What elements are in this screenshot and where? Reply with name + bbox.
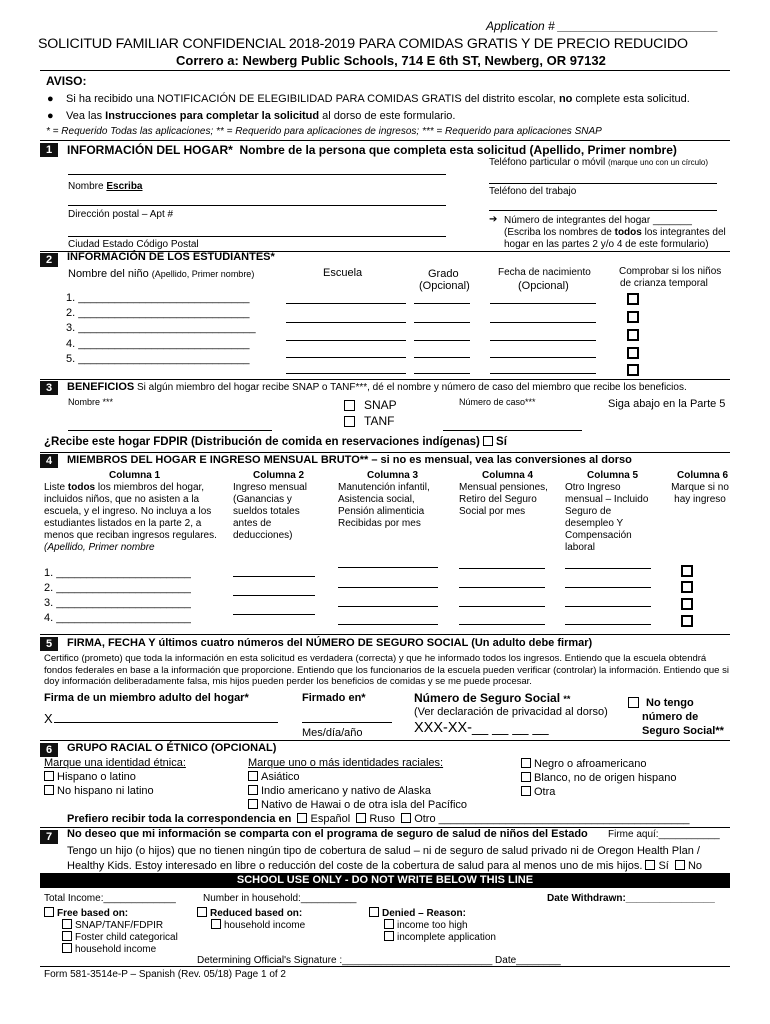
- column-6-text: Marque si no hay ingreso: [671, 482, 729, 505]
- other-race-option[interactable]: Otra: [521, 786, 555, 798]
- income-field[interactable]: [233, 595, 315, 596]
- no-ssn-label: No tengo: [646, 697, 694, 709]
- benefits-name-field[interactable]: [68, 430, 272, 431]
- checkbox[interactable]: [62, 931, 72, 941]
- fdpir-question: ¿Recibe este hogar FDPIR (Distribución de comida en reservaciones indígenas) Sí: [44, 436, 507, 448]
- divider: [40, 452, 730, 453]
- total-income-field[interactable]: Total Income:_____________: [44, 893, 176, 904]
- no-income-checkbox[interactable]: [681, 598, 693, 610]
- household-members-label: Número de integrantes del hogar _______: [504, 215, 692, 226]
- dob-field[interactable]: [490, 322, 596, 323]
- column-1-text: Liste todos los miembros del hogar, incluidos niños, que no asisten a la escuela, y el ingreso. No incluya a los estudiantes listados en la parte 2, a menos que reciban ingresos regulares. (Apellido, Primer nombre: [44, 482, 217, 553]
- hawaiian-option[interactable]: Nativo de Hawai o de otra isla del Pacífico: [248, 799, 467, 811]
- benefits-name-label: Nombre ***: [68, 397, 114, 407]
- city-field[interactable]: [68, 236, 446, 237]
- checkbox[interactable]: [369, 907, 379, 917]
- student-row[interactable]: 2. ____________________________: [66, 307, 250, 319]
- other-language-checkbox[interactable]: [401, 813, 411, 823]
- health-coverage-text: Tengo un hijo (o hijos) que no tienen ningún tipo de cobertura de salud – ni de seguro de salud privado ni de Oregon Health Plan /: [67, 845, 700, 857]
- checkbox[interactable]: [521, 758, 531, 768]
- foster-option[interactable]: Foster child categorical: [62, 931, 178, 943]
- language-preference: Prefiero recibir toda la correspondencia en Español Ruso Otro _________________________________________: [67, 813, 690, 825]
- yes-checkbox[interactable]: [645, 860, 655, 870]
- grade-field[interactable]: [414, 357, 470, 358]
- no-income-checkbox[interactable]: [681, 581, 693, 593]
- form-title: SOLICITUD FAMILIAR CONFIDENCIAL 2018-2019 PARA COMIDAS GRATIS Y DE PRECIO REDUCIDO: [38, 36, 688, 52]
- section-6-title: GRUPO RACIAL O ÉTNICO (OPCIONAL): [67, 742, 277, 754]
- divider: [40, 70, 730, 71]
- school-field[interactable]: [286, 303, 406, 304]
- income-field[interactable]: [233, 614, 315, 615]
- column-3-text: Manutención infantil, Asistencia social, Pensión alimenticia Recibidas por mes: [338, 482, 430, 529]
- section-3-title: BENEFICIOS Si algún miembro del hogar recibe SNAP o TANF***, dé el nombre y número de caso del miembro que recibe los beneficios.: [67, 381, 687, 393]
- divider: [40, 634, 730, 635]
- aviso-bullet-2: Vea las Instrucciones para completar la solicitud al dorso de este formulario.: [66, 110, 456, 122]
- checkbox[interactable]: [248, 799, 258, 809]
- school-field[interactable]: [286, 340, 406, 341]
- snap-label: SNAP: [364, 398, 397, 412]
- go-to-part-5: Siga abajo en la Parte 5: [608, 398, 726, 410]
- student-row[interactable]: 3. _____________________________: [66, 322, 256, 334]
- section-number-1: 1: [40, 143, 58, 157]
- signed-date-label: Firmado en*: [302, 692, 366, 704]
- work-phone-label: Teléfono del trabajo: [489, 186, 577, 197]
- signature-field[interactable]: [54, 722, 278, 723]
- dob-field[interactable]: [490, 340, 596, 341]
- household-members-note: (Escriba los nombres de todos los integrantes del: [504, 227, 726, 238]
- child-name-header: Nombre del niño (Apellido, Primer nombre): [68, 268, 255, 280]
- signature-label: Firma de un miembro adulto del hogar*: [44, 692, 249, 704]
- checkbox[interactable]: [44, 771, 54, 781]
- section-number-4: 4: [40, 454, 58, 468]
- grade-field[interactable]: [414, 340, 470, 341]
- section-7-signature[interactable]: Firme aquí:___________: [608, 829, 720, 840]
- address-label: Dirección postal – Apt #: [68, 209, 174, 220]
- work-phone-field[interactable]: [489, 210, 717, 211]
- section-number-6: 6: [40, 743, 58, 757]
- no-ssn-label-2: número de: [642, 711, 699, 723]
- other-income-field[interactable]: [565, 587, 651, 588]
- foster-checkbox[interactable]: [627, 293, 639, 305]
- member-row[interactable]: 3. ______________________: [44, 597, 191, 609]
- checkbox[interactable]: [62, 919, 72, 929]
- health-coverage-text-2: Healthy Kids. Estoy interesado en libre o reducción del coste de la cobertura de salud para al menos uno de mis hijos. Sí No: [67, 860, 703, 872]
- native-option[interactable]: Indio americano y nativo de Alaska: [248, 785, 431, 797]
- column-1-header: Columna 1: [109, 470, 161, 481]
- divider: [40, 379, 730, 380]
- tanf-checkbox[interactable]: [344, 416, 355, 427]
- spanish-checkbox[interactable]: [297, 813, 307, 823]
- column-2-text: Ingreso mensual (Ganancias y sueldos totales antes de deducciones): [233, 482, 307, 541]
- aviso-bullet-1: Si ha recibido una NOTIFICACIÓN DE ELEGIBILIDAD PARA COMIDAS GRATIS del distrito escolar, no complete esta solicitud.: [66, 93, 690, 105]
- column-5-text: Otro Ingreso mensual – Incluido Seguro de desempleo Y Compensación laboral: [565, 482, 649, 553]
- checkbox[interactable]: [211, 919, 221, 929]
- grade-field[interactable]: [414, 303, 470, 304]
- income-too-high-option[interactable]: income too high: [384, 919, 468, 931]
- name-field[interactable]: [68, 174, 446, 175]
- foster-checkbox[interactable]: [627, 329, 639, 341]
- no-checkbox[interactable]: [675, 860, 685, 870]
- incomplete-option[interactable]: incomplete application: [384, 931, 496, 943]
- divider: [40, 966, 730, 967]
- signature-x: X: [44, 711, 53, 726]
- other-income-field[interactable]: [565, 606, 651, 607]
- certification-text: Certifico (prometo) que toda la información en esta solicitud es verdadera (correcta) y que he informado todos los ingresos. Entiendo que la escuela obtendrá fondos federales en base a la información que proporcione. Entiendo que los funcionarios de la escuela pueden verificar (controlar) la información. Entiendo que si doy información deliberadamente falsa, mis hijos pueden perder los beneficios de comidas y se me puede procesar.: [44, 653, 729, 687]
- race-label: Marque uno o más identidades raciales:: [248, 757, 444, 769]
- dob-field[interactable]: [490, 373, 596, 374]
- dob-field[interactable]: [490, 303, 596, 304]
- section-1-title: INFORMACIÓN DEL HOGAR* Nombre de la persona que completa esta solicitud (Apellido, Primer nombre): [67, 143, 677, 157]
- column-4-text: Mensual pensiones, Retiro del Seguro Social por mes: [459, 482, 548, 517]
- home-phone-label: Teléfono particular o móvil (marque uno con un círculo): [489, 157, 709, 168]
- pension-field[interactable]: [459, 624, 545, 625]
- member-row[interactable]: 4. ______________________: [44, 612, 191, 624]
- ssn-privacy-note: (Ver declaración de privacidad al dorso): [414, 706, 608, 718]
- name-label: Nombre Escriba: [68, 181, 143, 192]
- home-phone-field[interactable]: [489, 183, 717, 184]
- column-5-header: Columna 5: [587, 470, 639, 481]
- hispanic-option[interactable]: Hispano o latino: [44, 771, 136, 783]
- non-hispanic-option[interactable]: No hispano ni latino: [44, 785, 154, 797]
- no-income-checkbox[interactable]: [681, 565, 693, 577]
- section-number-3: 3: [40, 381, 58, 395]
- date-format-label: Mes/día/año: [302, 727, 363, 739]
- arrow-right-icon: ➔: [489, 214, 498, 225]
- divider: [40, 740, 730, 741]
- checkbox[interactable]: [197, 907, 207, 917]
- snap-checkbox[interactable]: [344, 400, 355, 411]
- divider: [40, 140, 730, 141]
- student-row[interactable]: 5. ____________________________: [66, 353, 250, 365]
- school-field[interactable]: [286, 373, 406, 374]
- official-signature-field[interactable]: Determining Official's Signature :___________________________ Date________: [197, 955, 561, 966]
- date-withdrawn-field[interactable]: Date Withdrawn:________________: [547, 893, 715, 904]
- checkbox[interactable]: [384, 919, 394, 929]
- section-number-2: 2: [40, 253, 58, 267]
- income-field[interactable]: [233, 576, 315, 577]
- aviso-label: AVISO:: [46, 74, 87, 88]
- household-members-note-2: hogar en las partes 2 y/o 4 de este formulario): [504, 239, 709, 250]
- ethnic-label: Marque una identidad étnica:: [44, 757, 186, 769]
- checkbox[interactable]: [248, 785, 258, 795]
- no-ssn-checkbox[interactable]: [628, 697, 639, 708]
- column-6-header: Columna 6: [677, 470, 729, 481]
- member-row[interactable]: 1. ______________________: [44, 567, 191, 579]
- school-use-bar: SCHOOL USE ONLY - DO NOT WRITE BELOW THIS LINE: [40, 873, 730, 888]
- grade-field[interactable]: [414, 322, 470, 323]
- no-ssn-label-3: Seguro Social**: [642, 725, 724, 737]
- section-number-5: 5: [40, 637, 58, 651]
- foster-checkbox[interactable]: [627, 364, 639, 376]
- column-4-header: Columna 4: [482, 470, 534, 481]
- checkbox[interactable]: [44, 907, 54, 917]
- section-2-title: INFORMACIÓN DE LOS ESTUDIANTES*: [67, 251, 275, 263]
- form-footer: Form 581-3514e-P – Spanish (Rev. 05/18) Page 1 of 2: [44, 969, 286, 980]
- address-field[interactable]: [68, 205, 446, 206]
- tanf-label: TANF: [364, 414, 395, 428]
- other-income-field[interactable]: [565, 624, 651, 625]
- required-legend: * = Requerido Todas las aplicaciones; ** = Requerido para aplicaciones de ingresos; *** = Requerido para aplicaciones SNAP: [46, 126, 602, 137]
- checkbox[interactable]: [521, 772, 531, 782]
- child-support-field[interactable]: [338, 624, 438, 625]
- snap-tanf-option[interactable]: SNAP/TANF/FDPIR: [62, 919, 163, 931]
- grade-field[interactable]: [414, 373, 470, 374]
- russian-checkbox[interactable]: [356, 813, 366, 823]
- section-5-title: FIRMA, FECHA Y últimos cuatro números del NÚMERO DE SEGURO SOCIAL (Un adulto debe firmar): [67, 637, 593, 649]
- section-number-7: 7: [40, 830, 58, 844]
- dob-optional: (Opcional): [518, 280, 569, 292]
- foster-checkbox[interactable]: [627, 311, 639, 323]
- section-4-title: MIEMBROS DEL HOGAR E INGRESO MENSUAL BRUTO** – si no es mensual, vea las conversiones al dorso: [67, 454, 632, 466]
- case-number-label: Número de caso***: [459, 397, 536, 407]
- school-field[interactable]: [286, 322, 406, 323]
- bullet-icon: ●: [47, 93, 54, 105]
- grade-optional: (Opcional): [419, 280, 470, 292]
- foster-header: Comprobar si los niños: [619, 266, 722, 277]
- child-support-field[interactable]: [338, 587, 438, 588]
- case-number-field[interactable]: [443, 430, 582, 431]
- foster-header-2: de crianza temporal: [620, 278, 708, 289]
- school-header: Escuela: [323, 267, 363, 279]
- signed-date-field[interactable]: [302, 722, 392, 723]
- dob-field[interactable]: [490, 357, 596, 358]
- section-7-title: No deseo que mi información se comparta con el programa de seguro de salud de niños del Estado: [67, 828, 588, 840]
- pension-field[interactable]: [459, 568, 545, 569]
- student-row[interactable]: 4. ____________________________: [66, 338, 250, 350]
- household-number-field[interactable]: Number in household:__________: [203, 893, 357, 904]
- free-option[interactable]: Free based on:: [44, 907, 128, 919]
- city-label: Ciudad Estado Código Postal: [68, 239, 199, 250]
- reduced-household-option[interactable]: household income: [211, 919, 305, 931]
- household-income-option[interactable]: household income: [62, 943, 156, 955]
- checkbox[interactable]: [384, 931, 394, 941]
- column-3-header: Columna 3: [367, 470, 419, 481]
- child-support-field[interactable]: [338, 567, 438, 568]
- ssn-label: Número de Seguro Social **: [414, 691, 571, 705]
- checkbox[interactable]: [521, 786, 531, 796]
- school-field[interactable]: [286, 357, 406, 358]
- white-option[interactable]: Blanco, no de origen hispano: [521, 772, 677, 784]
- no-income-checkbox[interactable]: [681, 615, 693, 627]
- member-row[interactable]: 2. ______________________: [44, 582, 191, 594]
- pension-field[interactable]: [459, 587, 545, 588]
- checkbox[interactable]: [62, 943, 72, 953]
- pension-field[interactable]: [459, 606, 545, 607]
- asian-option[interactable]: Asiático: [248, 771, 300, 783]
- application-number: Application # ________________________: [486, 19, 719, 33]
- student-row[interactable]: 1. ____________________________: [66, 292, 250, 304]
- denied-option[interactable]: Denied – Reason:: [369, 907, 466, 919]
- column-2-header: Columna 2: [253, 470, 305, 481]
- dob-header: Fecha de nacimiento: [498, 267, 591, 278]
- grade-header: Grado: [428, 268, 459, 280]
- foster-checkbox[interactable]: [627, 347, 639, 359]
- reduced-option[interactable]: Reduced based on:: [197, 907, 302, 919]
- fdpir-checkbox[interactable]: [483, 436, 493, 446]
- child-support-field[interactable]: [338, 606, 438, 607]
- ssn-field[interactable]: XXX-XX-__ __ __ __: [414, 720, 549, 736]
- bullet-icon: ●: [47, 110, 54, 122]
- checkbox[interactable]: [248, 771, 258, 781]
- other-income-field[interactable]: [565, 568, 651, 569]
- mail-to: Correro a: Newberg Public Schools, 714 E 6th ST, Newberg, OR 97132: [176, 53, 606, 68]
- black-option[interactable]: Negro o afroamericano: [521, 758, 647, 770]
- checkbox[interactable]: [44, 785, 54, 795]
